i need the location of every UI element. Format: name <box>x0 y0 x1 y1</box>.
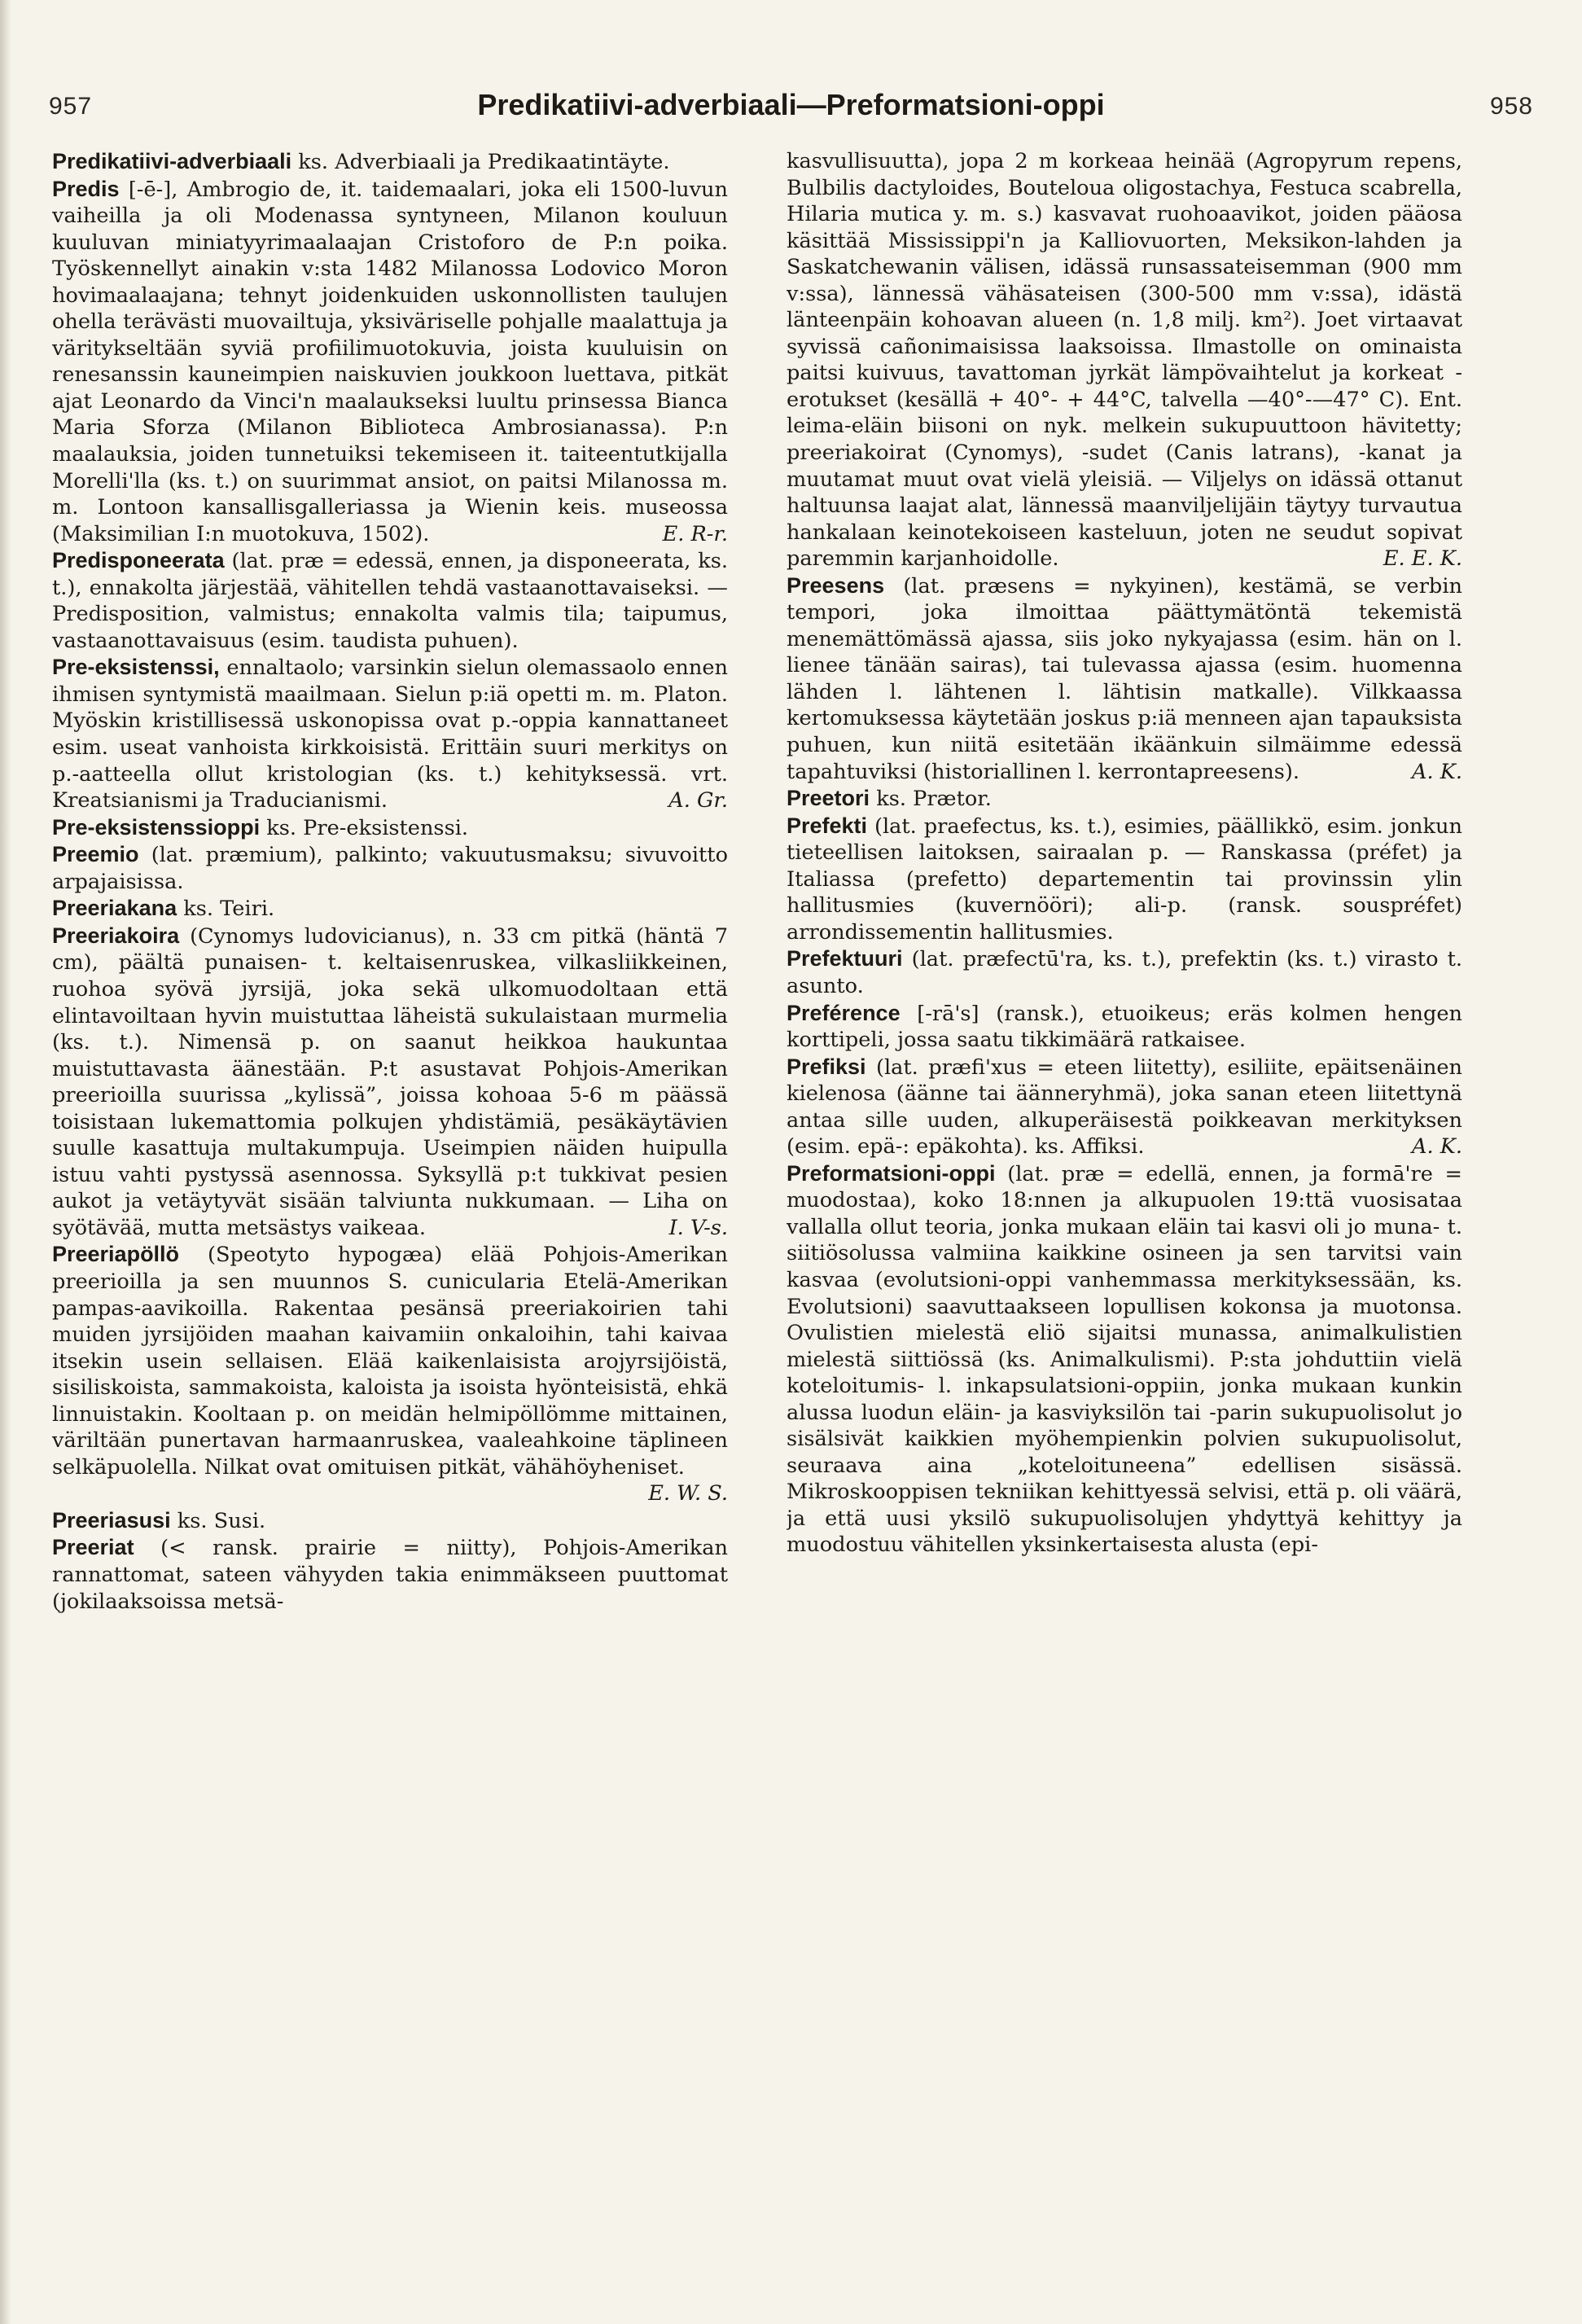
dictionary-entry <box>787 813 1462 946</box>
entry-headword: Prefiksi <box>787 1054 866 1079</box>
entry-headword: Pre-eksistenssi, <box>52 655 220 680</box>
entry-headword: Predikatiivi-adverbiaali <box>52 149 292 173</box>
entry-headword: Preeriapöllö <box>52 1242 180 1267</box>
entry-text: (< ransk. prairie = niitty), Pohjois-Amerikan rannattomat, sateen vähyyden takia enimmäkseen puuttomat (jokilaaksoissa metsä- <box>52 1536 728 1614</box>
dictionary-entry <box>787 1054 1462 1160</box>
dictionary-entry <box>787 148 1462 572</box>
entry-text: (lat. præ = edessä, ennen, ja disponeerata, ks. t.), ennakolta järjestää, vähitellen tehdä vastaanottavaiseksi. — Predisposition, valmistus; ennakolta valmis tila; taipumus, vastaanottavaisuus (esim. taudista puhuen). <box>52 549 728 653</box>
dictionary-entry <box>787 572 1462 785</box>
author-signature: E. W. S. <box>648 1481 728 1506</box>
author-signature: I. V-s. <box>668 1215 728 1240</box>
author-signature: A. Gr. <box>668 788 728 813</box>
dictionary-entry <box>52 841 728 895</box>
entry-text: ks. Pre-eksistenssi. <box>266 815 469 840</box>
right-column <box>787 148 1462 2298</box>
entry-text: (lat. præsens = nykyinen), kestämä, se verbin tempori, joka ilmoittaa päättymätöntä tekemistä menemättömässä ajassa, siis joko nykyajassa (esim. hän on l. lienee tänään sairas), tai tulevassa ajassa (esim. huomenna lähden l. lähtenen l. lähtisin matkalle). Vilkkaassa kertomuksessa käytetään joskus p:iä menneen ajan tapauksista puhuen, kun niitä esitetään ikäänkuin silmäimme edessä tapahtuviksi (historiallinen l. kerrontapreesens). <box>787 573 1462 784</box>
entry-text: ks. Susi. <box>177 1508 266 1533</box>
entry-text: ks. Prætor. <box>876 787 992 812</box>
author-signature: E. R-r. <box>662 521 728 546</box>
dictionary-entry <box>52 547 728 654</box>
entry-headword: Predisponeerata <box>52 548 225 573</box>
entry-text: [-rā's] (ransk.), etuoikeus; eräs kolmen hengen korttipeli, jossa saatu tikkimäärä ratkaisee. <box>787 1001 1462 1053</box>
entry-text: (lat. præmium), palkinto; vakuutusmaksu; sivuvoitto arpajaisissa. <box>52 843 728 894</box>
entry-text: (lat. præfi'xus = eteen liitetty), esiliite, epäitsenäinen kielenosa (äänne tai äänneryhmä), joka sanan eteen liitettynä antaa sille uuden, alkuperäisestä poikkeavan merkityksen (esim. epä-: epäkohta). ks. Affiksi. <box>787 1055 1462 1160</box>
author-signature: E. E. K. <box>1383 546 1462 572</box>
dictionary-entry <box>52 895 728 923</box>
entry-headword: Prefekti <box>787 813 868 838</box>
entry-headword: Preférence <box>787 1000 901 1025</box>
entry-text: (lat. præfectū'ra, ks. t.), prefektin (ks. t.) virasto t. asunto. <box>787 947 1462 998</box>
entry-headword: Pre-eksistenssioppi <box>52 814 261 840</box>
dictionary-entry <box>52 1534 728 1615</box>
entry-text: [-ē-], Ambrogio de, it. taidemaalari, joka eli 1500-luvun vaiheilla ja oli Modenassa syntyneen, Milanon kouluun kuuluvan miniatyyrimaalaajan Cristoforo de P:n poika. Työskennellyt ainakin v:sta 1482 Milanossa Lodovico Moron hovimaalaajana; tehnyt joidenkuiden uskonnollisten taulujen ohella terävästi muovailtuja, yksiväriselle pohjalle maalattuja ja väritykseltään syviä profiilimuotokuvia, joista kuuluisin on renesanssin kauneimpien naiskuvien joukkoon luettava, pitkät ajat Leonardo da Vinci'n maalaukseksi luultu prinsessa Bianca Maria Sforza (Milanon Biblioteca Ambrosianassa). P:n maalauksia, joiden tunnetuiksi tekemiseen it. taiteentutkijalla Morelli'lla (ks. t.) on suurimmat ansiot, on paitsi Milanossa m. m. Lontoon kansallisgalleriassa ja Wienin keis. museossa (Maksimilian I:n muotokuva, 1502). <box>52 177 728 546</box>
entry-text: kasvullisuutta), jopa 2 m korkeaa heinää (Agropyrum repens, Bulbilis dactyloides, Bouteloua oligostachya, Festuca scabrella, Hilaria mutica y. m. s.) kasvavat ruohoaavikot, joiden pääosa käsittää Mississippi'n ja Kalliovuorten, Meksikon-lahden ja Saskatchewanin välisen, idässä runsassateisemman (900 mm v:ssa), lännessä vähäsateisen (300-500 mm v:ssa), idästä länteenpäin kohoavan alueen (n. 1,8 milj. km²). Joet virtaavat syvissä cañonimaisissa laaksoissa. Ilmastolle on ominaista paitsi kuivuus, tavattoman jyrkät lämpövaihtelut ja korkeat -erotukset (kesällä + 40°- + 44°C, talvella —40°-—47° C). Ent. leima-eläin biisoni on nyk. melkein sukupuuttoon hävitetty; preeriakoirat (Cynomys), -sudet (Canis latrans), -kanat ja muutamat muut ovat vielä yleisiä. — Viljelys on idässä ottanut haltuunsa laajat alat, lännessä maanviljelijäin täytyy turvautua hankalaan keinotekoiseen kasteluun, joten ne seudut sopivat paremmin karjanhoidolle. <box>787 149 1462 572</box>
entry-headword: Preeriakana <box>52 896 177 921</box>
right-page-number: 958 <box>1489 93 1533 120</box>
entry-text: ks. Teiri. <box>183 897 275 922</box>
dictionary-entry <box>52 923 728 1242</box>
entry-text: (lat. praefectus, ks. t.), esimies, päällikkö, esim. jonkun tieteellisen laitoksen, sairaalan p. — Ranskassa (préfet) ja Italiassa (prefetto) departementin tai provinssin ylin hallitusmies (kuvernööri); ali-p. (ransk. souspréfet) arrondissementin hallitusmies. <box>787 813 1462 945</box>
page-header <box>49 88 1533 137</box>
entry-text: (Speotyto hypogæa) elää Pohjois-Amerikan preerioilla ja sen muunnos S. cunicularia Etelä-Amerikan pampas-aavikoilla. Rakentaa pesänsä preeriakoirien tahi muiden jyrsijöiden maahan kaivamiin onkaloihin, tahi kaivaa itsekin usein sellaisen. Elää kaikenlaisista arojyrsijöistä, sisiliskoista, sammakoista, kaloista ja isoista hyönteisistä, ehkä linnuistakin. Kooltaan p. on meidän helmipöllömme mittainen, väriltään punertavan harmaanruskea, vaaleahkoine täplineen selkäpuolella. Nilkat ovat omituisen pitkät, vähähöyheniset. <box>52 1243 728 1480</box>
dictionary-entry <box>787 785 1462 813</box>
entry-headword: Preetori <box>787 786 870 811</box>
entry-text: ks. Adverbiaali ja Predikaatintäyte. <box>298 150 670 174</box>
dictionary-entry <box>52 654 728 813</box>
entry-text: (lat. præ = edellä, ennen, ja formā're = muodostaa), koko 18:nnen ja alkupuolen 19:ttä vuosisataa vallalla ollut teoria, jonka mukaan eläin tai kasvi oli jo muna- t. siitiösolussa valmiina kaikkine osineen ja sen tarvitsi vain kasvaa (evolutsioni-oppi vanhemmassa merkityksessään, ks. Evolutsioni) saavuttaakseen lopullisen kokonsa ja muotonsa. Ovulistien mielestä eliö sijaitsi munassa, animalkulistien mielestä siittiössä (ks. Animalkulismi). P:sta johduttiin vielä koteloitumis- l. inkapsulatsioni-oppiin, jonka mukaan kunkin alussa luodun eläin- ja kasviyksilön tai -parin sukupuolisolut jo sisälsivät kaikkien myöhempienkin polvien sukupuolisolut, seuraava aina „koteloituneena” edellisen sisässä. Mikroskooppisen tekniikan kehittyessä selvisi, että p. oli väärä, ja että uusi yksilö sukupuolisolujen yhdyttyä kehittyy ja muodostuu vähitellen yksinkertaisesta alusta (epi- <box>787 1161 1462 1558</box>
left-page-number: 957 <box>49 93 93 120</box>
entry-text: (Cynomys ludovicianus), n. 33 cm pitkä (häntä 7 cm), päältä punaisen- t. keltaisenruskea, vilkasliikkeinen, ruohoa syövä jyrsijä, joka sekä ulkomuodoltaan että elintavoiltaan hyvin muistuttaa läheistä sukulaistaan murmelia (ks. t.). Nimensä p. on saanut heikkoa haukuntaa muistuttavasta äänestään. P:t asustavat Pohjois-Amerikan preerioilla suurissa „kylissä”, joissa kohoaa 5-6 m päässä toisistaan lukemattomia polkujen yhdistämiä, pesäkäytävien suulle kasattuja multakumpuja. Useimpien näiden huipulla istuu vahti pystyssä asennossa. Syksyllä p:t tukkivat pesien aukot ja vetäytyvät sisään talviunta nukkumaan. — Liha on syötävää, mutta metsästys vaikeaa. <box>52 923 728 1240</box>
dictionary-entry <box>52 176 728 548</box>
author-signature: A. K. <box>1411 759 1462 784</box>
dictionary-entry <box>787 1000 1462 1054</box>
dictionary-entry <box>787 1160 1462 1559</box>
entry-headword: Preemio <box>52 842 139 867</box>
entry-text: ennaltaolo; varsinkin sielun olemassaolo ennen ihmisen syntymistä maailmaan. Sielun p:iä opetti m. m. Platon. Myöskin kristillisessä uskonopissa ovat p.-oppia kannattaneet esim. useat vanhoista kirkkoisistä. Erittäin suuri merkitys on p.-aatteella ollut kristologian (ks. t.) kehityksessä. vrt. Kreatsianismi ja Traducianismi. <box>52 656 728 813</box>
dictionary-entry <box>52 148 728 176</box>
dictionary-entry <box>787 945 1462 999</box>
left-column <box>52 148 728 2298</box>
dictionary-entry <box>52 814 728 842</box>
entry-headword: Prefektuuri <box>787 946 903 971</box>
page-title: Predikatiivi-adverbiaali—Preformatsioni-oppi <box>477 88 1105 121</box>
entry-headword: Preeriasusi <box>52 1507 171 1533</box>
dictionary-entry <box>52 1241 728 1506</box>
author-signature: A. K. <box>1411 1134 1462 1160</box>
dictionary-entry <box>52 1507 728 1535</box>
entry-headword: Preesens <box>787 572 885 598</box>
entry-headword: Preformatsioni-oppi <box>787 1160 996 1186</box>
entry-headword: Preeriat <box>52 1535 134 1560</box>
page-binding-edge <box>0 0 11 2324</box>
entry-headword: Preeriakoira <box>52 923 180 948</box>
entry-headword: Predis <box>52 176 120 201</box>
